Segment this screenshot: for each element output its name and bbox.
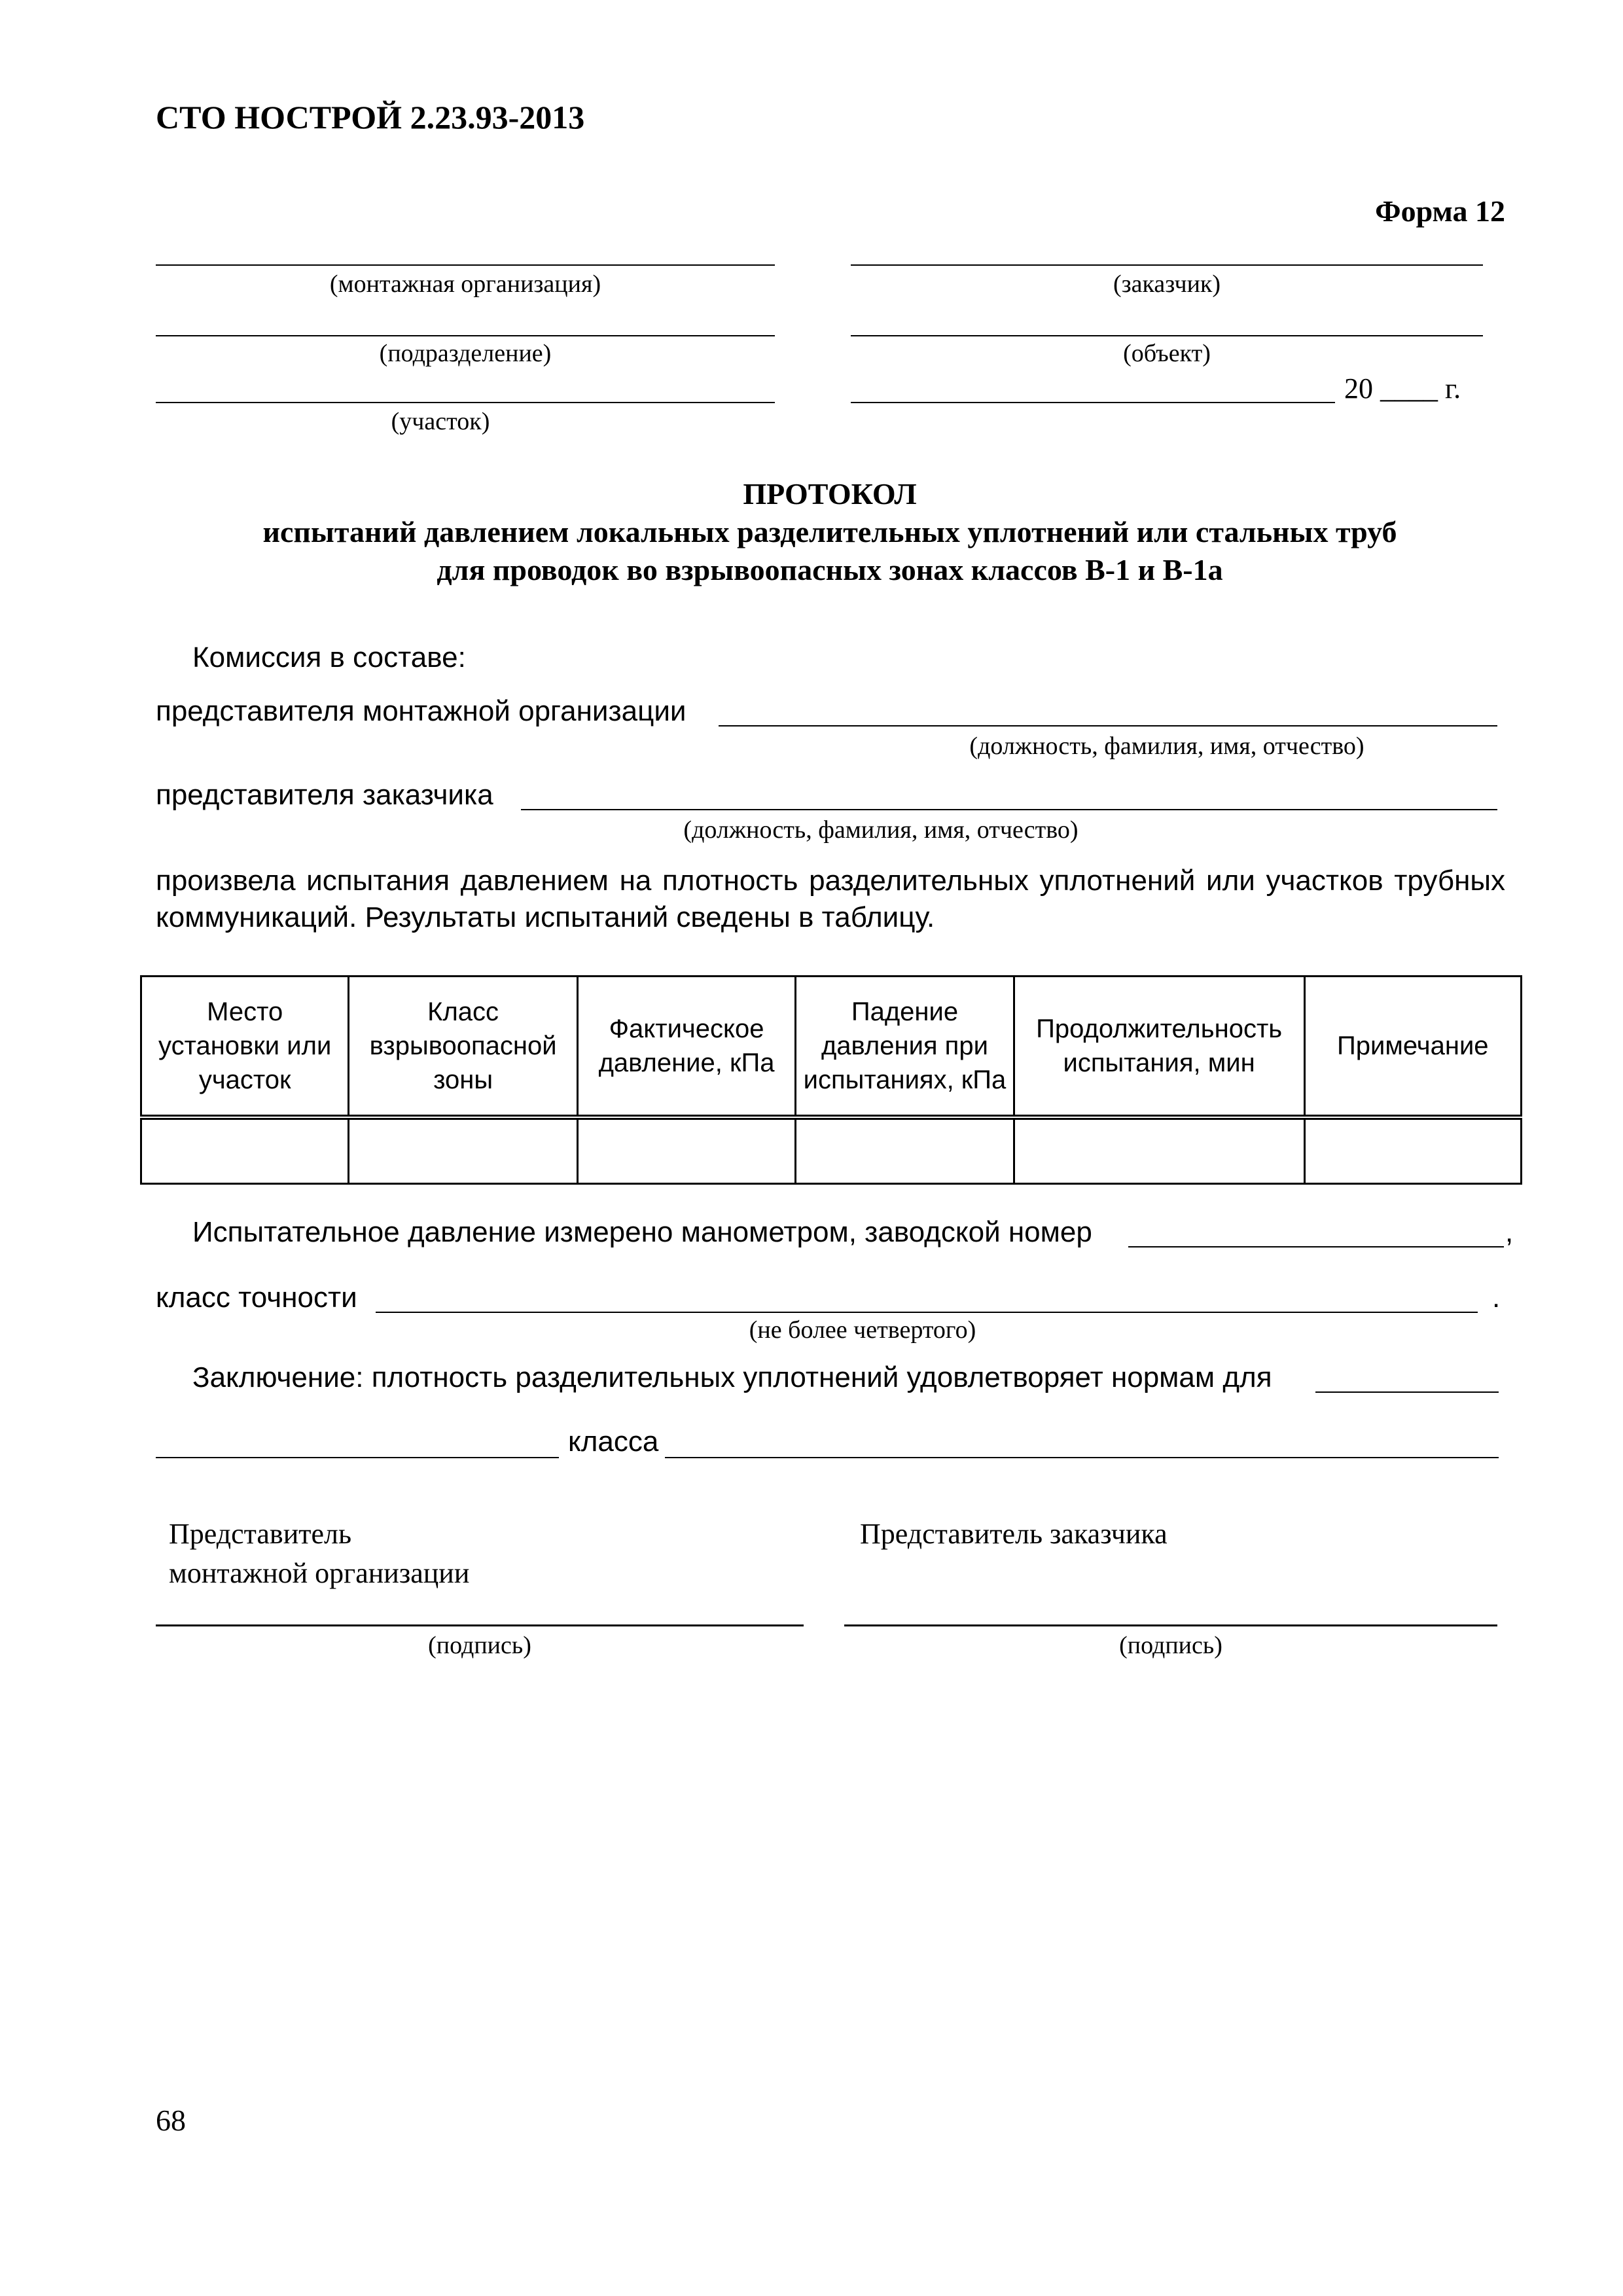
date-suffix: 20 ____ г. [1344, 372, 1461, 404]
document-code: СТО НОСТРОЙ 2.23.93-2013 [156, 99, 585, 135]
form-number: Форма 12 [1375, 194, 1505, 228]
protocol-subtitle-line2: для проводок во взрывоопасных зонах классов В-1 и В-1а [437, 553, 1223, 586]
conclusion-norms-line[interactable] [1315, 1391, 1499, 1393]
rep-customer-label: представителя заказчика [156, 779, 493, 811]
signature-right-line[interactable] [844, 1624, 1497, 1626]
rep-customer-hint: (должность, фамилия, имя, отчество) [683, 816, 1079, 844]
conclusion-class-line[interactable] [156, 1457, 559, 1458]
conclusion-text: Заключение: плотность разделительных уплотнений удовлетворяет нормам для [192, 1361, 1272, 1393]
results-table [140, 975, 1522, 1185]
table-cell[interactable] [1014, 1117, 1304, 1184]
results-paragraph: произвела испытания давлением на плотность разделительных уплотнений или участков трубных коммуникаций. Результаты испытаний сведены в таблицу. [156, 865, 1505, 933]
column-header-pressure-drop: Падение давления при испытаниях, кПа [796, 977, 1014, 1118]
column-header-duration: Продолжительность испытания, мин [1014, 977, 1304, 1118]
signature-left-hint: (подпись) [428, 1632, 531, 1659]
signature-left-line[interactable] [156, 1624, 804, 1626]
table-cell[interactable] [141, 1117, 349, 1184]
signature-left-line2: монтажной организации [169, 1557, 470, 1589]
montage-org-caption: (монтажная организация) [329, 270, 601, 298]
object-caption: (объект) [1123, 340, 1211, 367]
protocol-subtitle-line1: испытаний давлением локальных разделительных уплотнений или стальных труб [262, 515, 1397, 548]
subdivision-line[interactable] [156, 335, 775, 336]
customer-caption: (заказчик) [1113, 270, 1221, 298]
site-line[interactable] [156, 402, 775, 403]
object-line[interactable] [851, 335, 1483, 336]
manometer-text: Испытательное давление измерено манометром, заводской номер [192, 1216, 1092, 1248]
table-row [141, 1117, 1522, 1184]
signature-left-line1: Представитель [169, 1518, 352, 1550]
rep-montage-label: представителя монтажной организации [156, 695, 687, 727]
column-header-location: Место установки или участок [141, 977, 349, 1118]
montage-org-line[interactable] [156, 264, 775, 266]
protocol-title-main: ПРОТОКОЛ [743, 477, 917, 511]
column-header-note: Примечание [1304, 977, 1521, 1118]
signature-right-title: Представитель заказчика [860, 1518, 1168, 1550]
customer-line[interactable] [851, 264, 1483, 266]
serial-number-line[interactable] [1128, 1246, 1504, 1247]
subdivision-caption: (подразделение) [379, 340, 552, 367]
serial-number-comma: , [1505, 1216, 1514, 1248]
column-header-zone-class: Класс взрывоопасной зоны [349, 977, 577, 1118]
accuracy-class-line[interactable] [376, 1312, 1478, 1313]
accuracy-class-label: класс точности [156, 1282, 357, 1314]
table-cell[interactable] [796, 1117, 1014, 1184]
page-number: 68 [156, 2104, 186, 2137]
table-header-row [141, 977, 1522, 1118]
accuracy-class-period: . [1492, 1282, 1501, 1314]
date-line[interactable] [851, 402, 1335, 403]
class-label: класса [568, 1426, 659, 1458]
table-cell[interactable] [577, 1117, 795, 1184]
protocol-title [156, 475, 1504, 589]
site-caption: (участок) [391, 408, 490, 435]
accuracy-class-hint: (не более четвертого) [749, 1316, 976, 1344]
rep-montage-line[interactable] [719, 725, 1497, 726]
table-cell[interactable] [1304, 1117, 1521, 1184]
rep-montage-hint: (должность, фамилия, имя, отчество) [969, 732, 1364, 760]
signature-left-title [169, 1515, 469, 1593]
column-header-actual-pressure: Фактическое давление, кПа [577, 977, 795, 1118]
conclusion-result-line[interactable] [665, 1457, 1499, 1458]
table-cell[interactable] [349, 1117, 577, 1184]
commission-intro: Комиссия в составе: [192, 641, 466, 673]
rep-customer-line[interactable] [521, 809, 1497, 810]
signature-right-hint: (подпись) [1119, 1632, 1222, 1659]
